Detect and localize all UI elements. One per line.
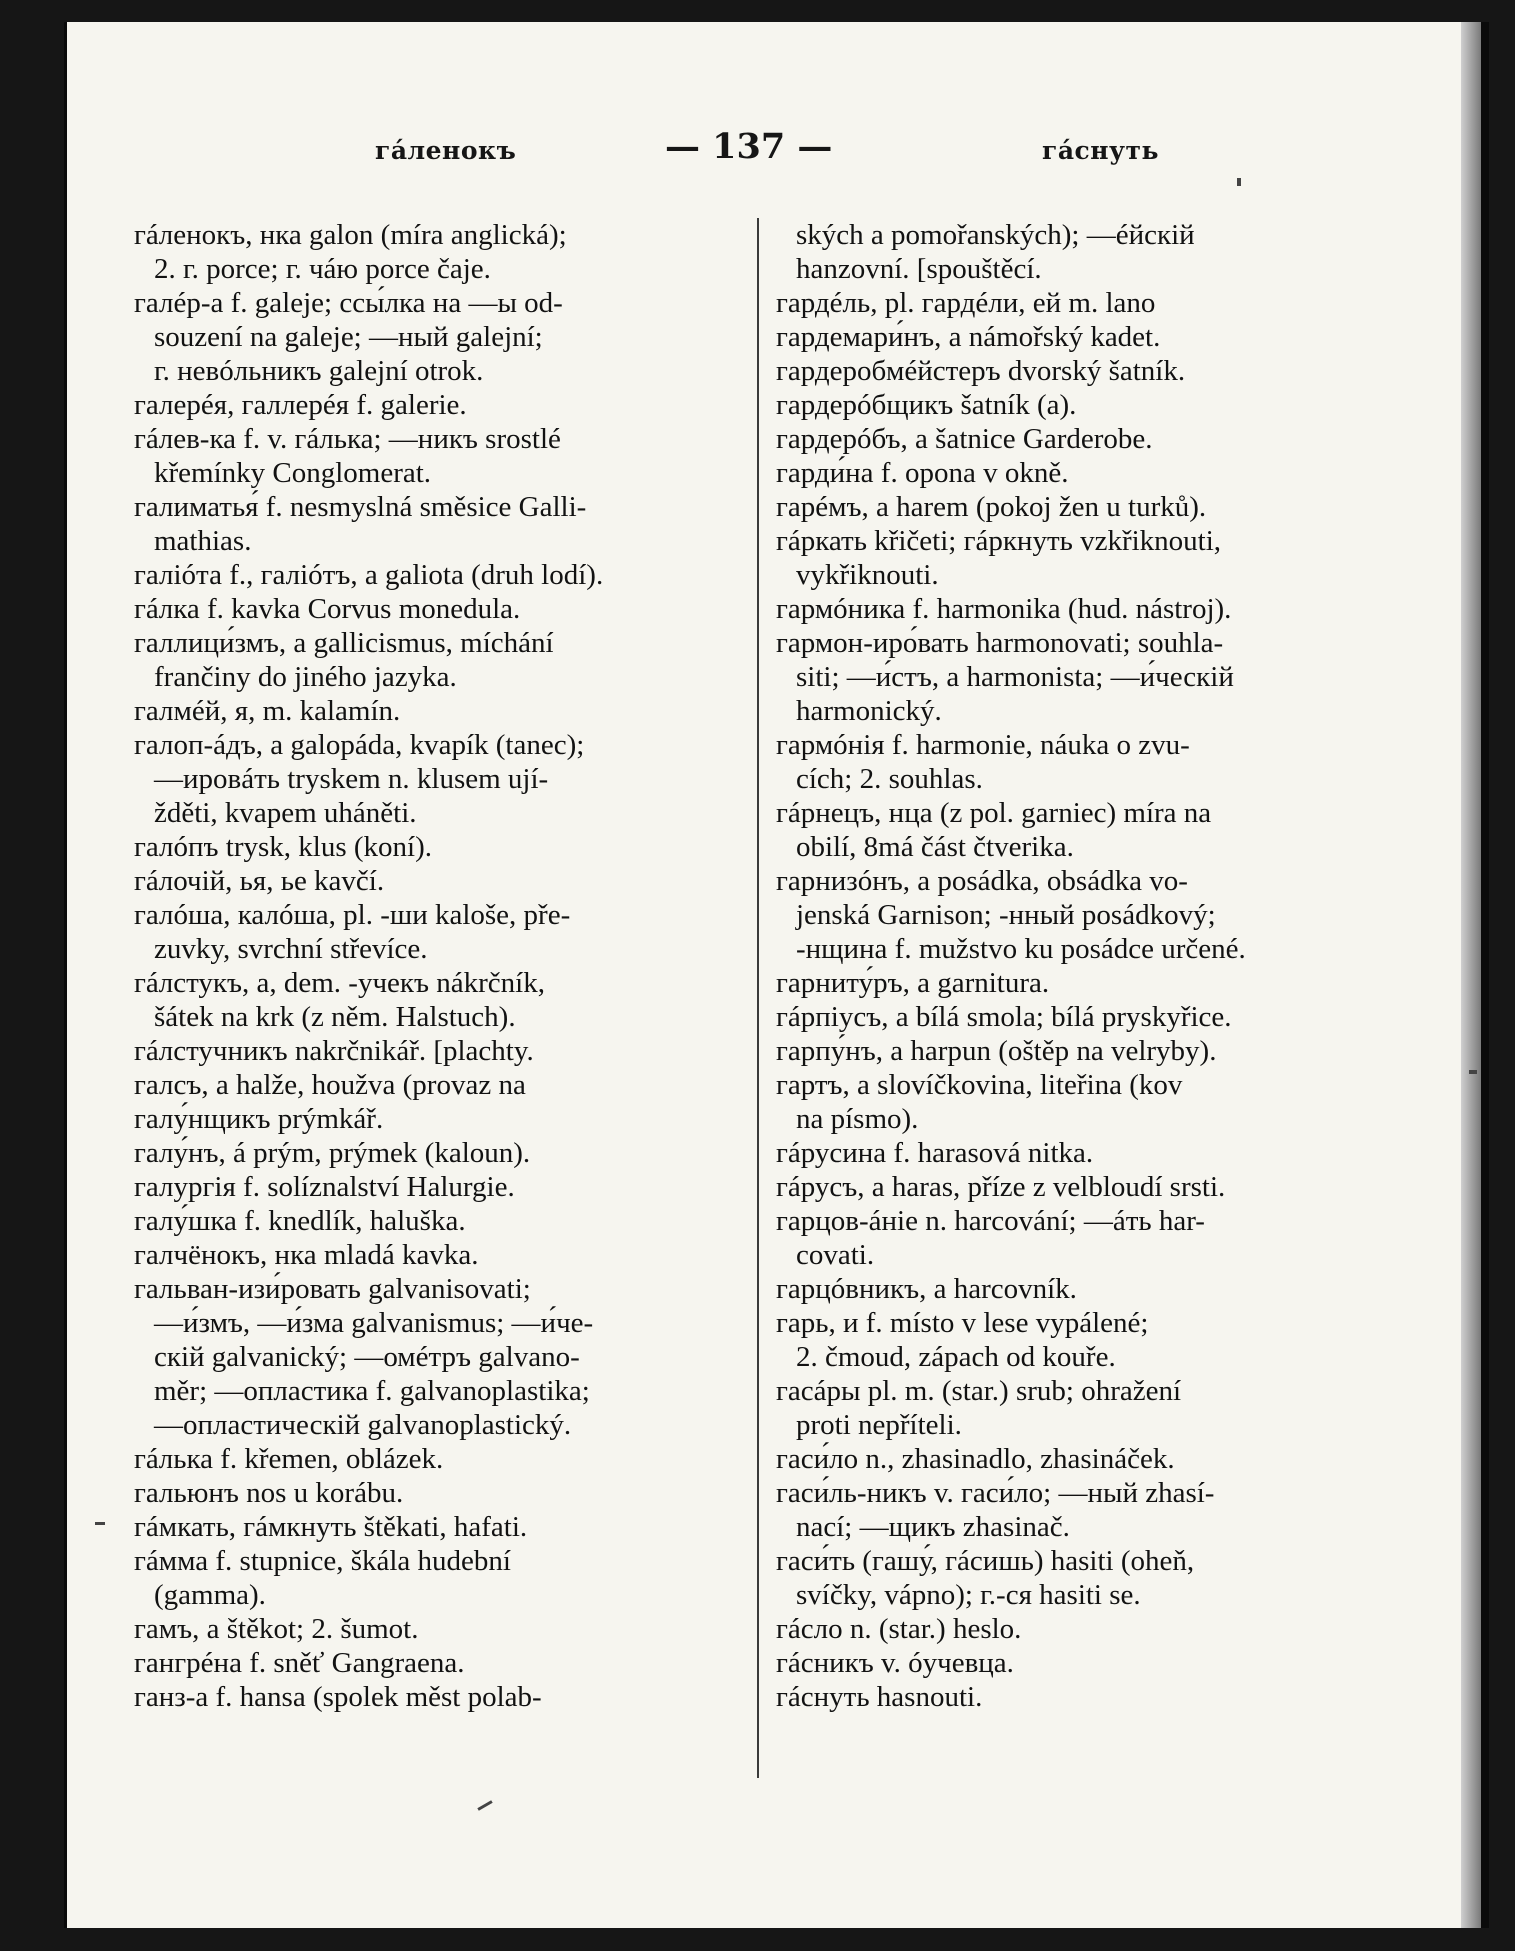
- dictionary-line: гардеробмéйстеръ dvorský šatník.: [776, 355, 1186, 387]
- dictionary-line: гáмкать, гáмкнуть štěkati, hafati.: [134, 1511, 528, 1543]
- left-column: [134, 218, 741, 1778]
- dictionary-line: гáрпіусъ, a bílá smola; bílá pryskyřice.: [776, 1001, 1232, 1033]
- dictionary-line: vykřiknouti.: [796, 559, 939, 591]
- scan-frame: [1481, 22, 1489, 1928]
- dictionary-line: na písmo).: [796, 1103, 919, 1135]
- right-column: [776, 218, 1386, 1778]
- dictionary-line: гаси́ть (гашу́, гáсишь) hasiti (oheň,: [776, 1545, 1195, 1577]
- dictionary-line: гарь, и f. místo v lese vypálené;: [776, 1307, 1149, 1339]
- dictionary-line: гáленокъ, нка galon (míra anglická);: [134, 219, 567, 251]
- dictionary-line: гарнизóнъ, a posádka, obsádka vo-: [776, 865, 1188, 897]
- dictionary-line: галóша, калóша, pl. -ши kaloše, pře-: [134, 899, 571, 931]
- dictionary-line: covati.: [796, 1239, 875, 1271]
- dictionary-line: ských a pomořanských); —éйскій: [796, 219, 1195, 251]
- dictionary-line: гáлев-ка f. v. гáлька; —никъ srostlé: [134, 423, 561, 455]
- dictionary-line: гарниту́ръ, a garnitura.: [776, 967, 1050, 999]
- dictionary-line: галióта f., галióтъ, a galiota (druh lodí).: [134, 559, 604, 591]
- dictionary-line: гáлька f. křemen, oblázek.: [134, 1443, 444, 1475]
- dictionary-line: гардемари́нъ, a námořský kadet.: [776, 321, 1161, 353]
- dictionary-line: галу́шка f. knedlík, haluška.: [134, 1205, 466, 1237]
- dictionary-line: галчёнокъ, нка mladá kavka.: [134, 1239, 479, 1271]
- ink-speck: [477, 1800, 492, 1811]
- dictionary-line: гаси́ль-никъ v. гаси́ло; —ный zhasí-: [776, 1477, 1215, 1509]
- dictionary-line: г. невóльникъ galejní otrok.: [154, 355, 484, 387]
- dictionary-line: гáсло n. (star.) heslo.: [776, 1613, 1022, 1645]
- dictionary-line: souzení na galeje; —ный galejní;: [154, 321, 543, 353]
- dictionary-line: proti nepříteli.: [796, 1409, 962, 1441]
- dictionary-line: křemínky Conglomerat.: [154, 457, 432, 489]
- dictionary-line: гáлка f. kavka Corvus monedula.: [134, 593, 521, 625]
- dictionary-line: гарéмъ, a harem (pokoj žen u turků).: [776, 491, 1207, 523]
- dictionary-line: zuvky, svrchní střevíce.: [154, 933, 428, 965]
- dictionary-line: гáлстукъ, a, dem. -учекъ nákrčník,: [134, 967, 545, 999]
- dictionary-line: галу́нщикъ prýmkář.: [134, 1103, 384, 1135]
- dictionary-line: nací; —щикъ zhasinač.: [796, 1511, 1070, 1543]
- dictionary-page: [64, 22, 1461, 1928]
- dictionary-line: harmonický.: [796, 695, 942, 727]
- dictionary-line: гангрéна f. sněť Gangraena.: [134, 1647, 465, 1679]
- dictionary-line: гáснуть hasnouti.: [776, 1681, 983, 1713]
- dictionary-line: гардерóбщикъ šatník (a).: [776, 389, 1077, 421]
- ink-speck: [95, 1522, 105, 1525]
- dictionary-line: svíčky, vápno); г.-ся hasiti se.: [796, 1579, 1141, 1611]
- dictionary-line: гаси́ло n., zhasinadlo, zhasináček.: [776, 1443, 1175, 1475]
- ink-speck: [1469, 1070, 1477, 1074]
- dictionary-line: гáркать křičeti; гáркнуть vzkřiknouti,: [776, 525, 1222, 557]
- dictionary-line: žděti, kvapem uháněti.: [154, 797, 417, 829]
- dictionary-line: měr; —опластика f. galvanoplastika;: [154, 1375, 590, 1407]
- dictionary-line: 2. г. porce; г. чáю porce čaje.: [154, 253, 491, 285]
- dictionary-line: гарцов-áніе n. harcování; —áть har-: [776, 1205, 1205, 1237]
- dictionary-line: гамъ, a štěkot; 2. šumot.: [134, 1613, 419, 1645]
- dictionary-line: галоп-áдъ, a galopáda, kvapík (tanec);: [134, 729, 585, 761]
- dictionary-line: галлици́змъ, a gallicismus, míchání: [134, 627, 554, 659]
- dictionary-line: скій galvanický; —омéтръ galvano-: [154, 1341, 580, 1373]
- dictionary-line: гальван-изи́ровать galvanisovati;: [134, 1273, 531, 1305]
- dictionary-line: —опластическій galvanoplastický.: [154, 1409, 572, 1441]
- dictionary-line: гáлочій, ья, ье kavčí.: [134, 865, 385, 897]
- column-divider: [757, 218, 759, 1778]
- dictionary-line: гармóнія f. harmonie, náuka o zvu-: [776, 729, 1190, 761]
- dictionary-line: mathias.: [154, 525, 252, 557]
- dictionary-line: галиматья́ f. nesmyslná směsice Galli-: [134, 491, 587, 523]
- dictionary-line: гармон-иро́вать harmonovati; souhla-: [776, 627, 1224, 659]
- page-header: [67, 126, 1464, 180]
- dictionary-line: гармóника f. harmonika (hud. nástroj).: [776, 593, 1232, 625]
- page-edge: [1461, 22, 1481, 1928]
- dictionary-line: галу́нъ, á prým, prýmek (kaloun).: [134, 1137, 531, 1169]
- dictionary-line: гáлстучникъ nakrčnikář. [plachty.: [134, 1035, 534, 1067]
- dictionary-line: гáсникъ v. óучевца.: [776, 1647, 1014, 1679]
- dictionary-line: гардерóбъ, a šatnice Garderobe.: [776, 423, 1153, 455]
- dictionary-line: -нщина f. mužstvo ku posádce určené.: [796, 933, 1246, 965]
- dictionary-line: галмéй, я, m. kalamín.: [134, 695, 401, 727]
- ink-speck: [1237, 178, 1241, 186]
- dictionary-line: галóпъ trysk, klus (koní).: [134, 831, 432, 863]
- dictionary-line: гартъ, a slovíčkovina, liteřina (kov: [776, 1069, 1183, 1101]
- dictionary-line: гальюнъ nos u korábu.: [134, 1477, 404, 1509]
- dictionary-line: гáрнецъ, нца (z pol. garniec) míra na: [776, 797, 1212, 829]
- dictionary-line: гарпу́нъ, a harpun (oštěp na velryby).: [776, 1035, 1217, 1067]
- dictionary-line: гáрусъ, a haras, příze z velbloudí srsti.: [776, 1171, 1226, 1203]
- dictionary-line: гáрусина f. harasová nitka.: [776, 1137, 1094, 1169]
- dictionary-line: frančiny do jiného jazyka.: [154, 661, 457, 693]
- dictionary-line: галсъ, a halže, houžva (provaz na: [134, 1069, 526, 1101]
- dictionary-line: (gamma).: [154, 1579, 266, 1611]
- dictionary-line: siti; —и́стъ, a harmonista; —и́ческій: [796, 661, 1234, 693]
- dictionary-line: —ировáть tryskem n. klusem ují-: [154, 763, 549, 795]
- dictionary-line: obilí, 8má část čtverika.: [796, 831, 1074, 863]
- dictionary-line: гáмма f. stupnice, škála hudební: [134, 1545, 511, 1577]
- left-guide-word: гáленокъ: [375, 136, 517, 165]
- dictionary-line: гардéль, pl. гардéли, ей m. lano: [776, 287, 1156, 319]
- dictionary-line: jenská Garnison; -нный posádkový;: [796, 899, 1216, 931]
- dictionary-line: cích; 2. souhlas.: [796, 763, 983, 795]
- dictionary-line: hanzovní. [spouštěcí.: [796, 253, 1042, 285]
- dictionary-line: гарди́на f. opona v okně.: [776, 457, 1069, 489]
- dictionary-line: гарцóвникъ, a harcovník.: [776, 1273, 1077, 1305]
- dictionary-line: гасáры pl. m. (star.) srub; ohražení: [776, 1375, 1182, 1407]
- page-number: — 137 —: [665, 126, 833, 167]
- dictionary-line: šátek na krk (z něm. Halstuch).: [154, 1001, 516, 1033]
- dictionary-line: галерéя, галлерéя f. galerie.: [134, 389, 467, 421]
- dictionary-line: 2. čmoud, zápach od kouře.: [796, 1341, 1116, 1373]
- dictionary-line: галéр-а f. galeje; ссы́лка на —ы od-: [134, 287, 563, 319]
- dictionary-line: —и́змъ, —и́зма galvanismus; —и́че-: [154, 1307, 594, 1339]
- dictionary-line: ганз-а f. hansa (spolek měst polab-: [134, 1681, 542, 1713]
- dictionary-line: галургія f. solíznalství Halurgie.: [134, 1171, 515, 1203]
- right-guide-word: гáснуть: [1042, 136, 1160, 165]
